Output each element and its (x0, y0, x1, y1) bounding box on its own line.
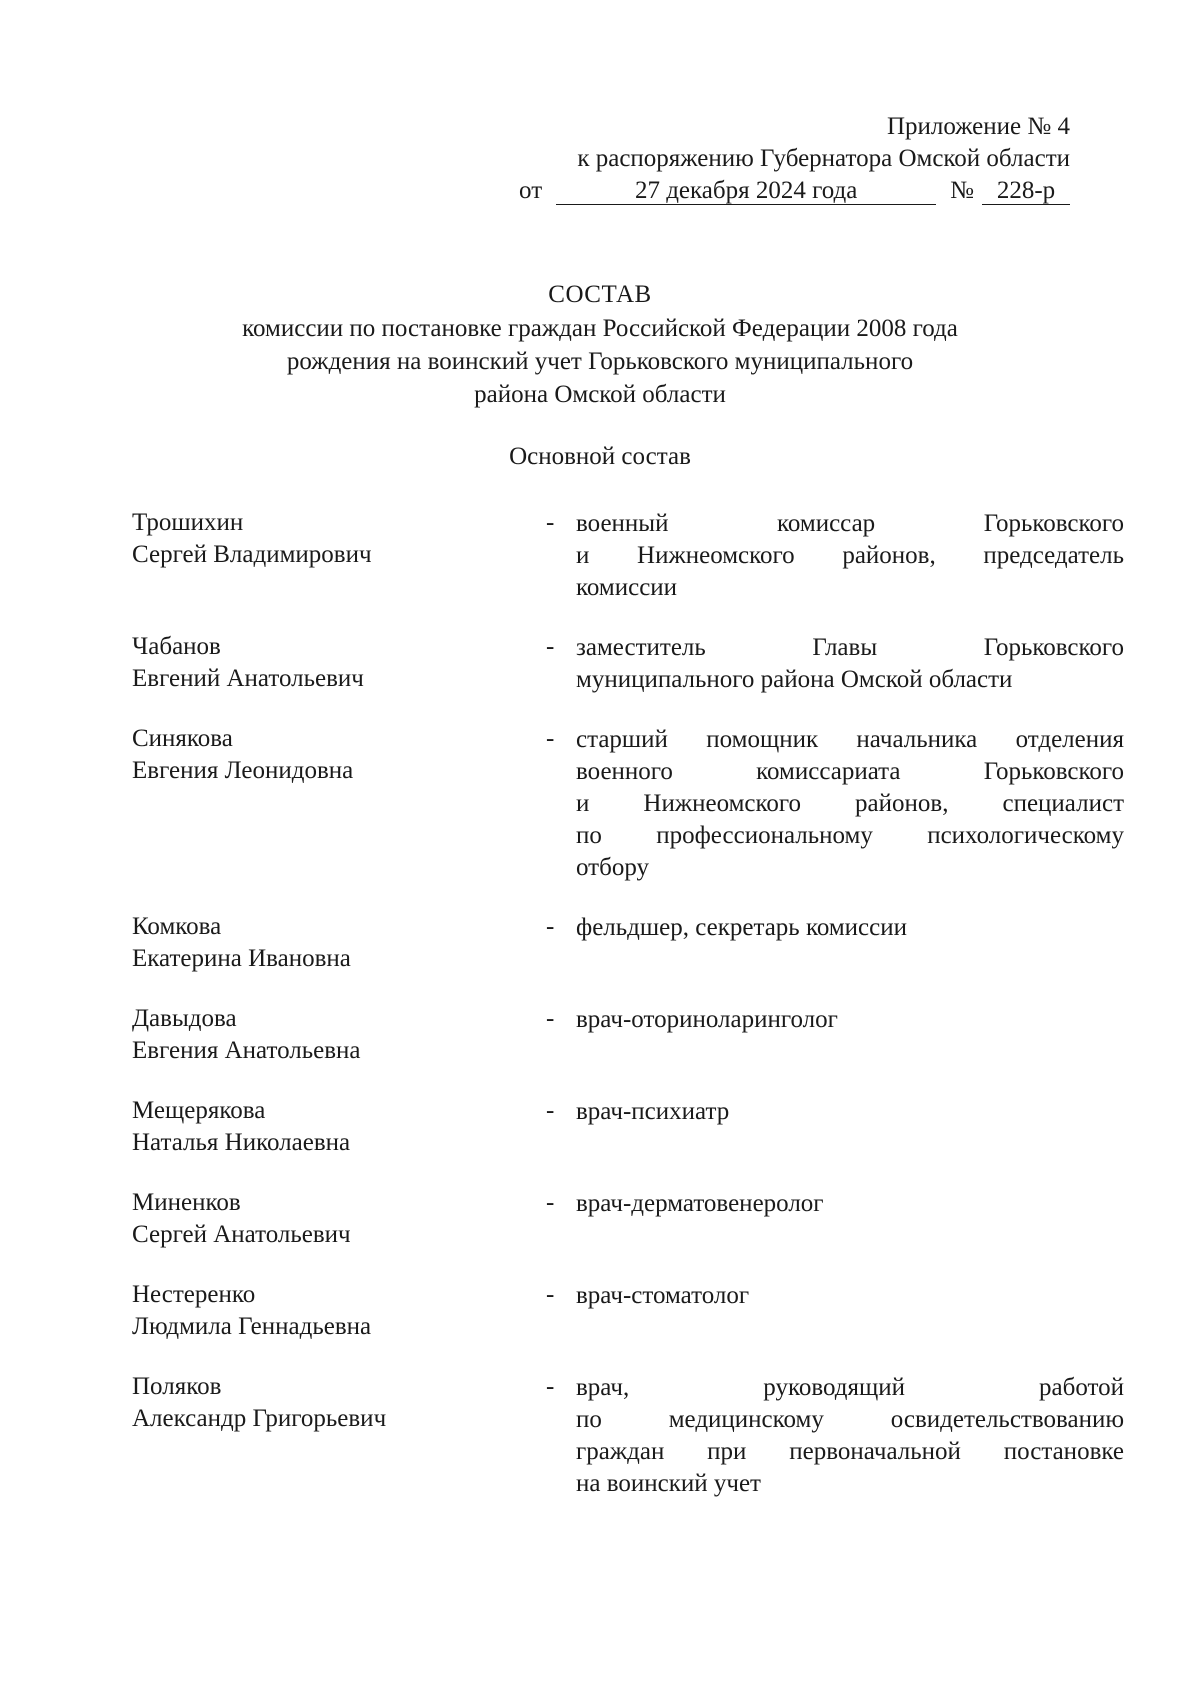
member-dash: - (546, 633, 555, 660)
member-surname: Чабанов (132, 633, 221, 660)
member-dash: - (546, 1097, 555, 1124)
member-entry (132, 912, 1117, 976)
member-name (132, 632, 532, 696)
member-role-line: военный комиссар Горьковского (576, 510, 1124, 537)
member-dash: - (546, 1281, 555, 1308)
member-given-names: Евгения Леонидовна (132, 757, 354, 784)
member-surname: Миненков (132, 1189, 241, 1216)
member-role (576, 632, 1124, 696)
title-heading: СОСТАВ (548, 281, 652, 308)
member-surname: Комкова (132, 913, 222, 940)
member-dash: - (546, 509, 555, 536)
member-entry (132, 724, 1124, 884)
member-name (132, 724, 532, 788)
member-surname: Давыдова (132, 1005, 237, 1032)
member-role (576, 912, 1124, 944)
annex-header (519, 112, 1070, 208)
member-role-line: врач-дерматовенеролог (576, 1190, 824, 1217)
annex-order-number: 228-р (982, 178, 1070, 205)
member-role (576, 1188, 1124, 1220)
member-role (576, 508, 1124, 604)
member-entry (132, 508, 1124, 604)
member-role-line: и Нижнеомского районов, специалист (576, 790, 1124, 817)
annex-date-line (519, 176, 1070, 208)
member-role (576, 1004, 1124, 1036)
member-surname: Трошихин (132, 509, 244, 536)
member-surname: Поляков (132, 1373, 222, 1400)
member-given-names: Екатерина Ивановна (132, 945, 351, 972)
member-name (132, 1004, 532, 1068)
member-role-line: по профессиональному психологическому (576, 822, 1124, 849)
member-dash: - (546, 1373, 555, 1400)
member-name (132, 1280, 532, 1344)
member-dash: - (546, 1005, 555, 1032)
member-role-line: врач-оториноларинголог (576, 1006, 838, 1033)
member-role-line: граждан при первоначальной постановке (576, 1438, 1124, 1465)
member-given-names: Александр Григорьевич (132, 1405, 387, 1432)
member-given-names: Людмила Геннадьевна (132, 1313, 372, 1340)
member-dash: - (546, 1189, 555, 1216)
member-dash: - (546, 913, 555, 940)
title-line-2: рождения на воинский учет Горьковского муниципального (286, 348, 914, 375)
member-role-line: военного комиссариата Горьковского (576, 758, 1124, 785)
member-name (132, 1188, 532, 1252)
member-given-names: Евгений Анатольевич (132, 665, 364, 692)
member-role-line: комиссии (576, 574, 678, 601)
annex-reference: к распоряжению Губернатора Омской области (577, 145, 1070, 172)
member-entry (132, 1280, 1117, 1344)
member-surname: Нестеренко (132, 1281, 256, 1308)
member-name (132, 1096, 532, 1160)
member-role (576, 724, 1124, 884)
member-given-names: Евгения Анатольевна (132, 1037, 361, 1064)
member-entry (132, 632, 1124, 696)
member-role (576, 1372, 1124, 1500)
member-given-names: Сергей Анатольевич (132, 1221, 351, 1248)
member-dash: - (546, 725, 555, 752)
member-list (132, 508, 1124, 1500)
member-entry (132, 1188, 1117, 1252)
title-line-3: района Омской области (474, 381, 726, 408)
member-role-line: на воинский учет (576, 1470, 761, 1497)
document-title (0, 280, 1200, 413)
annex-number-label: № (950, 177, 974, 204)
member-role-line: врач-психиатр (576, 1098, 730, 1125)
annex-from-label: от (519, 177, 543, 204)
member-name (132, 912, 532, 976)
member-role-line: врач, руководящий работой (576, 1374, 1124, 1401)
member-role (576, 1280, 1124, 1312)
member-name (132, 1372, 532, 1436)
title-line-1: комиссии по постановке граждан Российской Федерации 2008 года (242, 315, 958, 342)
member-entry (132, 1372, 1124, 1500)
member-given-names: Сергей Владимирович (132, 541, 372, 568)
member-role-line: фельдшер, секретарь комиссии (576, 914, 908, 941)
member-role-line: отбору (576, 854, 649, 881)
section-heading: Основной состав (509, 443, 691, 470)
member-role-line: старший помощник начальника отделения (576, 726, 1124, 753)
member-surname: Синякова (132, 725, 233, 752)
member-entry (132, 1096, 1117, 1160)
member-surname: Мещерякова (132, 1097, 266, 1124)
member-role-line: врач-стоматолог (576, 1282, 750, 1309)
member-role-line: и Нижнеомского районов, председатель (576, 542, 1124, 569)
member-entry (132, 1004, 1117, 1068)
member-given-names: Наталья Николаевна (132, 1129, 351, 1156)
annex-number: Приложение № 4 (886, 113, 1070, 140)
member-role-line: по медицинскому освидетельствованию (576, 1406, 1124, 1433)
member-role-line: муниципального района Омской области (576, 666, 1013, 693)
member-role-line: заместитель Главы Горьковского (576, 634, 1124, 661)
member-name (132, 508, 532, 572)
member-role (576, 1096, 1124, 1128)
annex-date: 27 декабря 2024 года (556, 178, 936, 205)
